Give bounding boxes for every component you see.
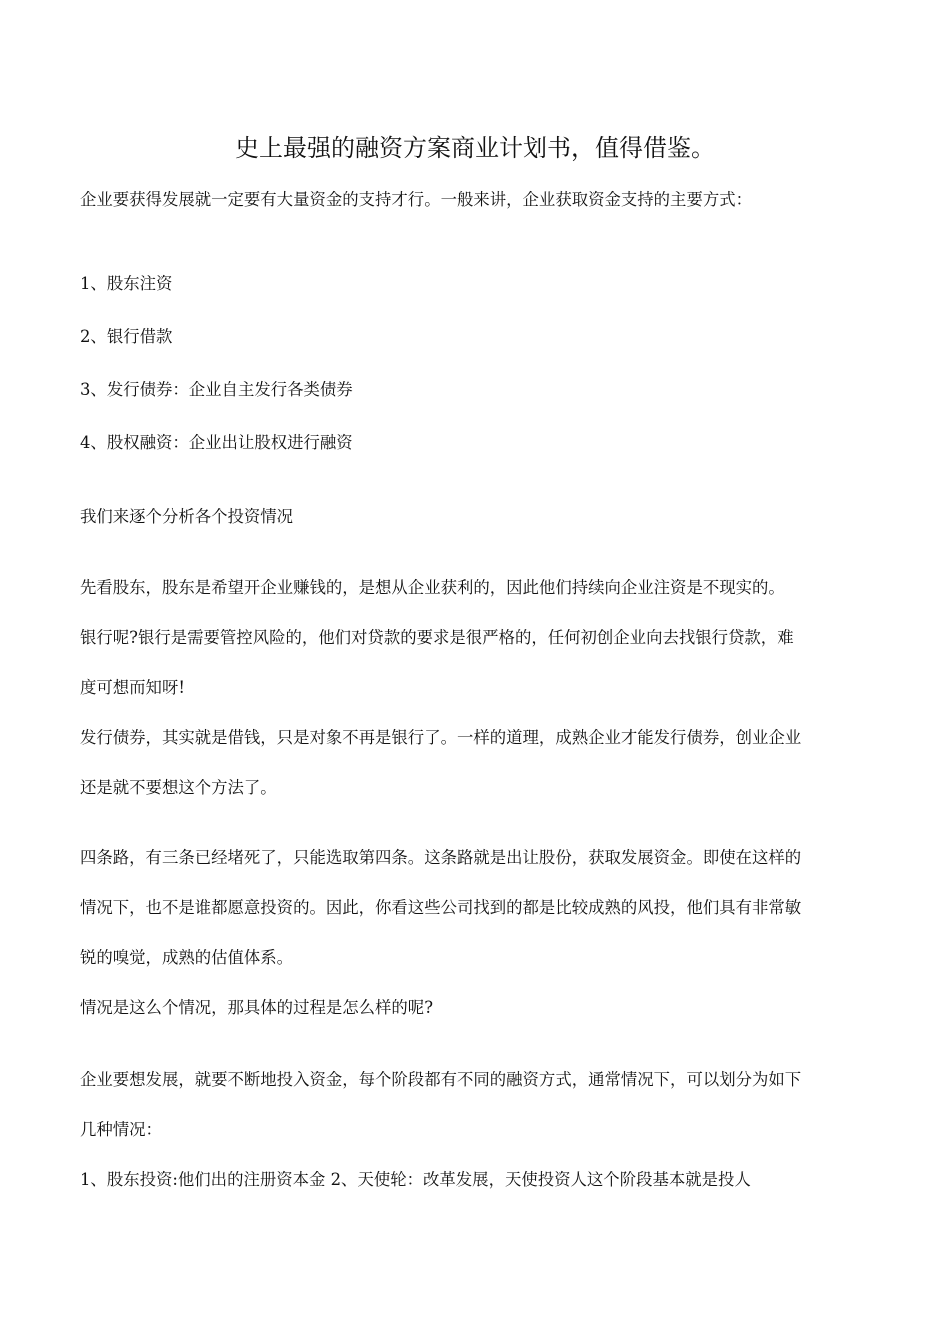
paragraph-bonds-line: 还是就不要想这个方法了。 bbox=[80, 778, 277, 797]
method-item-4: 4、股权融资：企业出让股权进行融资 bbox=[80, 433, 353, 452]
question-paragraph: 情况是这么个情况，那具体的过程是怎么样的呢? bbox=[80, 998, 433, 1017]
analysis-heading: 我们来逐个分析各个投资情况 bbox=[80, 507, 294, 526]
paragraph-equity-line: 情况下，也不是谁都愿意投资的。因此，你看这些公司找到的都是比较成熟的风投，他们具有非常敏 bbox=[80, 898, 802, 917]
paragraph-equity-line: 锐的嗅觉，成熟的估值体系。 bbox=[80, 948, 294, 967]
method-item-3: 3、发行债券：企业自主发行各类债券 bbox=[80, 380, 353, 399]
paragraph-bank-line: 度可想而知呀! bbox=[80, 678, 185, 697]
method-item-1: 1、股东注资 bbox=[80, 274, 173, 293]
paragraph-bank-line: 银行呢?银行是需要管控风险的，他们对贷款的要求是很严格的，任何初创企业向去找银行贷款，难 bbox=[80, 628, 794, 647]
document-title: 史上最强的融资方案商业计划书，值得借鉴。 bbox=[235, 134, 715, 162]
paragraph-equity-line: 四条路，有三条已经堵死了，只能选取第四条。这条路就是出让股份，获取发展资金。即使在这样的 bbox=[80, 848, 802, 867]
intro-paragraph: 企业要获得发展就一定要有大量资金的支持才行。一般来讲，企业获取资金支持的主要方式： bbox=[80, 190, 753, 209]
paragraph-stages-line: 企业要想发展，就要不断地投入资金，每个阶段都有不同的融资方式，通常情况下，可以划分为如下 bbox=[80, 1070, 802, 1089]
method-item-2: 2、银行借款 bbox=[80, 327, 173, 346]
paragraph-stages-line: 几种情况： bbox=[80, 1120, 162, 1139]
paragraph-shareholders: 先看股东，股东是希望开企业赚钱的，是想从企业获利的，因此他们持续向企业注资是不现实的。 bbox=[80, 578, 785, 597]
stages-list-line: 1、股东投资:他们出的注册资本金 2、天使轮：改革发展，天使投资人这个阶段基本就是投人 bbox=[80, 1170, 751, 1189]
paragraph-bonds-line: 发行债券，其实就是借钱，只是对象不再是银行了。一样的道理，成熟企业才能发行债券，创业企业 bbox=[80, 728, 802, 747]
